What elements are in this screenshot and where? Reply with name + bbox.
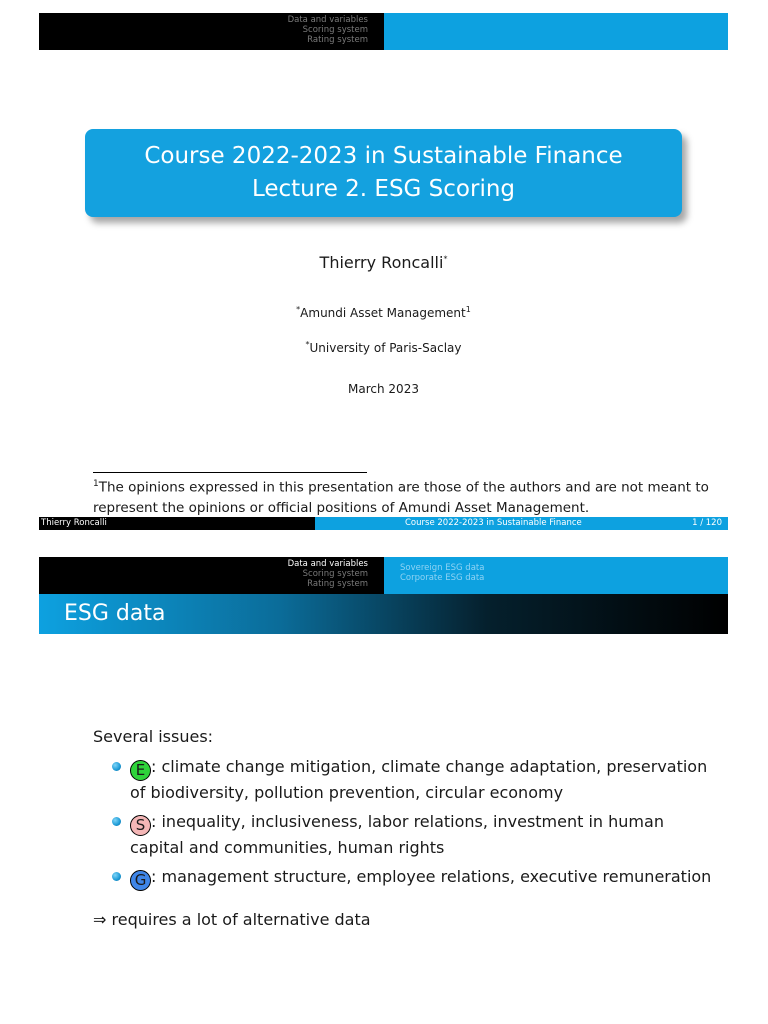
presentation-date: March 2023 <box>348 382 419 396</box>
author-name: Thierry Roncalli* <box>319 253 448 272</box>
list-item-social <box>93 810 713 859</box>
nav-section-data-and-variables[interactable]: Data and variables <box>287 559 368 569</box>
nav-subsections-panel <box>384 13 728 50</box>
intro-text: Several issues: <box>93 727 214 746</box>
issues-list <box>93 755 713 897</box>
frame-title-bar <box>39 594 728 634</box>
g-badge: G <box>130 870 151 891</box>
course-title: Course 2022-2023 in Sustainable Finance <box>144 143 623 169</box>
conclusion-text: ⇒ requires a lot of alternative data <box>93 910 371 929</box>
nav-subsections-panel <box>384 557 728 594</box>
nav-section-rating-system[interactable]: Rating system <box>307 35 368 45</box>
nav-subsection-sovereign-esg-data[interactable]: Sovereign ESG data <box>400 563 485 573</box>
nav-sections-panel <box>39 557 384 594</box>
lecture-title: Lecture 2. ESG Scoring <box>251 176 516 202</box>
footer-author: Thierry Roncalli <box>39 517 315 530</box>
s-badge: S <box>130 815 151 836</box>
title-block <box>85 129 682 217</box>
nav-section-scoring-system[interactable]: Scoring system <box>302 25 368 35</box>
navigation-bar <box>39 13 728 50</box>
bullet-icon <box>112 872 121 881</box>
nav-sections-panel <box>39 13 384 50</box>
list-item-governance <box>93 865 713 891</box>
footnote-rule <box>93 472 367 473</box>
title-slide <box>39 13 728 530</box>
esg-data-slide <box>39 557 728 1024</box>
navigation-bar <box>39 557 728 594</box>
nav-subsection-corporate-esg-data[interactable]: Corporate ESG data <box>400 573 485 583</box>
nav-section-rating-system[interactable]: Rating system <box>307 579 368 589</box>
slide-footer <box>39 517 728 530</box>
e-badge: E <box>130 760 151 781</box>
bullet-icon <box>112 762 121 771</box>
list-item-text: : climate change mitigation, climate change adaptation, preservation of biodiversity, pollution prevention, circular economy <box>130 757 708 802</box>
list-item-environmental <box>93 755 713 804</box>
footnote: $^1$The opinions expressed in this presentation are those of the authors and are not meant to represent the opinions or official positions of Amundi Asset Management. <box>93 479 709 516</box>
list-item-text: : management structure, employee relations, executive remuneration <box>151 867 712 886</box>
nav-section-scoring-system[interactable]: Scoring system <box>302 569 368 579</box>
affiliation-amundi: *Amundi Asset Management$^1$ <box>296 305 471 320</box>
nav-section-data-and-variables[interactable]: Data and variables <box>287 15 368 25</box>
bullet-icon <box>112 817 121 826</box>
list-item-text: : inequality, inclusiveness, labor relations, investment in human capital and communities, human rights <box>130 812 664 857</box>
frame-title: ESG data <box>64 601 166 626</box>
page-number: 1 / 120 <box>692 518 722 528</box>
affiliation-paris-saclay: *University of Paris-Saclay <box>305 340 462 355</box>
footer-course-title: Course 2022-2023 in Sustainable Finance <box>405 518 582 528</box>
implies-arrow-icon: ⇒ <box>93 910 107 929</box>
